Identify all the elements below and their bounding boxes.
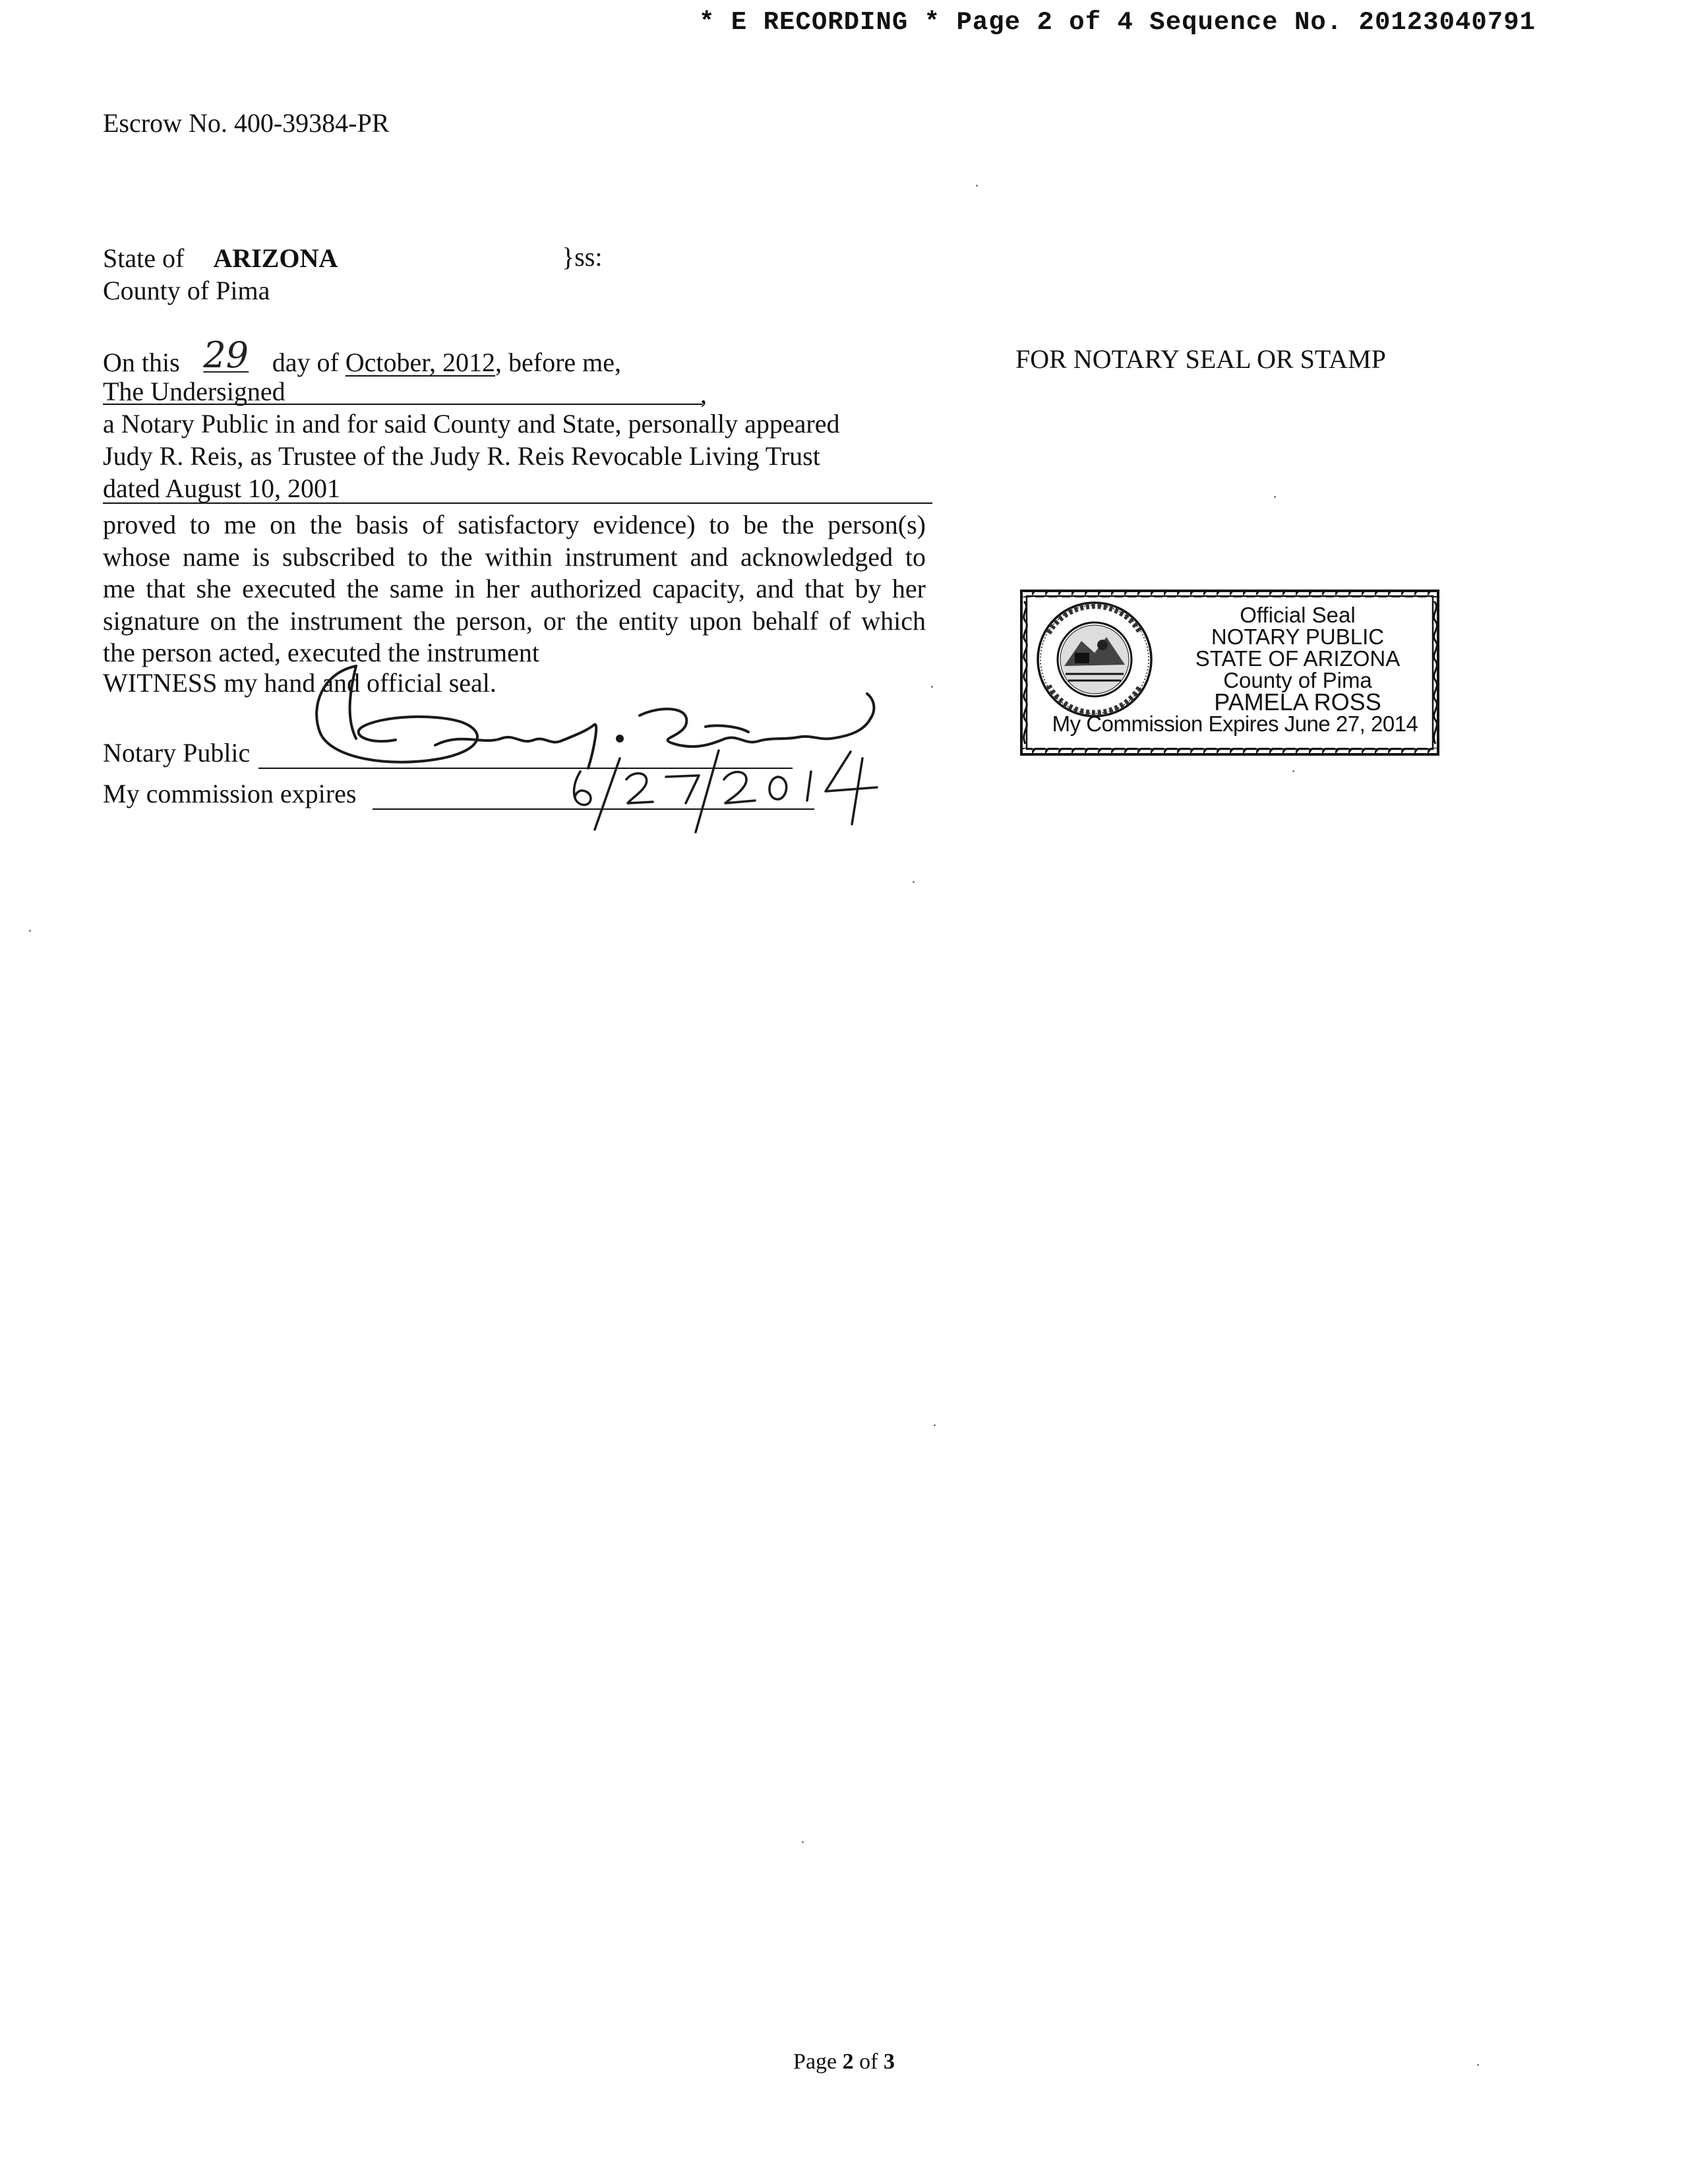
scan-speck bbox=[934, 1424, 936, 1426]
month-year: October, 2012 bbox=[345, 348, 495, 377]
person-appeared-line-1: Judy R. Reis, as Trustee of the Judy R. Reis Revocable Living Trust bbox=[103, 441, 820, 471]
proved-line-1: proved to me on the basis of satisfactory evidence) to be the person(s) bbox=[103, 510, 926, 539]
officer-name-underline bbox=[103, 404, 703, 405]
commission-expires-row bbox=[103, 778, 356, 810]
page-footer bbox=[0, 2049, 1688, 2075]
officer-name-suffix: , bbox=[700, 379, 707, 409]
stamp-text bbox=[1052, 603, 1433, 736]
before-me-label: , before me, bbox=[495, 348, 622, 377]
state-value: ARIZONA bbox=[213, 243, 338, 273]
page-footer-total: 3 bbox=[883, 2049, 895, 2074]
scan-speck bbox=[931, 686, 933, 688]
proved-line-4: signature on the instrument the person, or the entity upon behalf of which bbox=[103, 605, 926, 636]
state-row bbox=[103, 243, 338, 274]
person-appeared-line-2: dated August 10, 2001 bbox=[103, 473, 340, 503]
county-value: Pima bbox=[216, 276, 270, 305]
scan-speck bbox=[976, 185, 978, 187]
scan-speck bbox=[1274, 496, 1276, 498]
handwritten-day: 29 bbox=[203, 334, 249, 376]
county-row bbox=[103, 275, 270, 307]
scan-speck bbox=[1292, 770, 1294, 772]
notary-public-appeared-line: a Notary Public in and for said County and State, personally appeared bbox=[103, 409, 840, 439]
stamp-line-official-seal: Official Seal bbox=[1240, 603, 1356, 627]
proved-paragraph bbox=[103, 509, 926, 669]
page-footer-prefix: Page bbox=[793, 2049, 837, 2074]
officer-name: The Undersigned bbox=[103, 377, 286, 406]
stamp-line-notary-name: PAMELA ROSS bbox=[1214, 688, 1381, 715]
page-footer-number: 2 bbox=[842, 2049, 854, 2074]
acknowledgment-date-row bbox=[103, 334, 622, 379]
scan-speck bbox=[1477, 2064, 1479, 2066]
stamp-line-notary-public: NOTARY PUBLIC bbox=[1211, 624, 1385, 649]
commission-expires-label: My commission expires bbox=[103, 779, 357, 808]
escrow-number: 400-39384-PR bbox=[233, 108, 390, 138]
notary-public-label: Notary Public bbox=[103, 738, 251, 768]
proved-line-3: me that she executed the same in her authorized capacity, and that by her bbox=[103, 574, 926, 603]
seal-heading: FOR NOTARY SEAL OR STAMP bbox=[1015, 344, 1386, 374]
recording-header: * E RECORDING * Page 2 of 4 Sequence No. 20123040791 bbox=[699, 8, 1536, 37]
officer-name-row bbox=[103, 376, 286, 408]
person-underline bbox=[103, 502, 932, 504]
scan-speck bbox=[802, 1841, 804, 1843]
escrow-label: Escrow No. bbox=[103, 108, 227, 138]
day-of-label: day of bbox=[272, 348, 339, 377]
stamp-line-commission: My Commission Expires June 27, 2014 bbox=[1052, 712, 1418, 736]
notary-public-signature-row bbox=[103, 737, 250, 769]
county-label: County of bbox=[103, 276, 210, 305]
scan-speck bbox=[913, 881, 915, 883]
proved-line-5: the person acted, executed the instrument bbox=[103, 638, 539, 667]
escrow-number-line bbox=[103, 107, 389, 139]
notary-stamp bbox=[1019, 588, 1441, 757]
state-label: State of bbox=[103, 243, 185, 273]
handwritten-commission-date bbox=[567, 745, 923, 837]
stamp-line-state: STATE OF ARIZONA bbox=[1195, 646, 1401, 671]
page-footer-of: of bbox=[859, 2049, 878, 2074]
scan-speck bbox=[29, 930, 31, 932]
on-this-label: On this bbox=[103, 348, 180, 377]
stamp-line-county: County of Pima bbox=[1223, 668, 1372, 692]
proved-line-2: whose name is subscribed to the within instrument and acknowledged to bbox=[103, 541, 926, 572]
ss-mark: }ss: bbox=[562, 242, 603, 272]
witness-line: WITNESS my hand and official seal. bbox=[103, 668, 497, 698]
arizona-seal-icon bbox=[1038, 603, 1151, 716]
